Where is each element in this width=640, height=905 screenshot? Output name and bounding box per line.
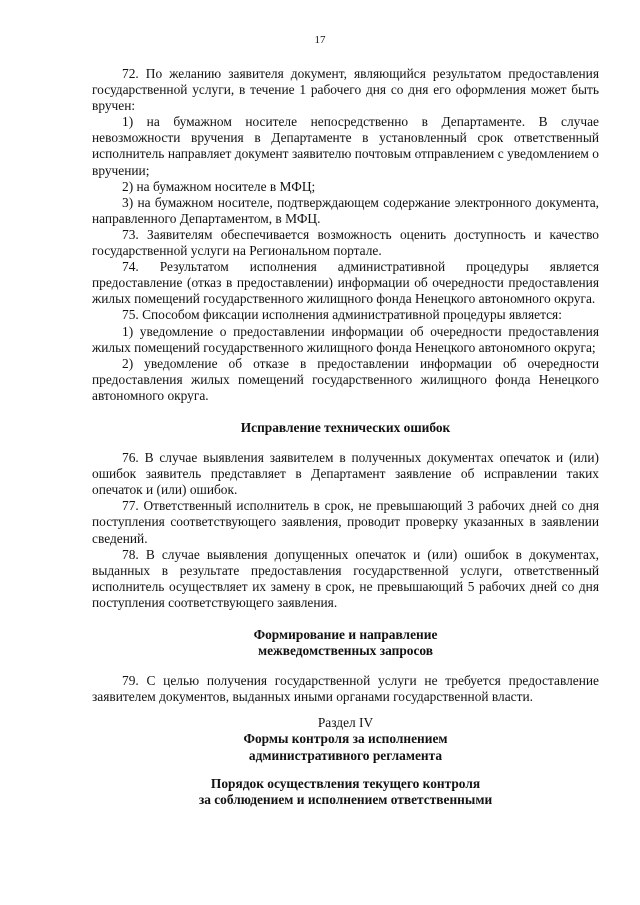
page-number: 17: [314, 34, 326, 46]
paragraph-72: 72. По желанию заявителя документ, являющийся результатом предоставления государственной услуги, в течение 1 рабочего дня со дня его оформления может быть вручен:: [92, 66, 599, 114]
paragraph-73: 73. Заявителям обеспечивается возможность оценить доступность и качество государственной услуги на Региональном портале.: [92, 226, 599, 259]
paragraph-75: 75. Способом фиксации исполнения административной процедуры является:: [122, 307, 562, 323]
paragraph-75-item-2: 2) уведомление об отказе в предоставлении информации об очередности предоставления жилых помещений государственного жилищного фонда Ненецкого автономного округа.: [92, 355, 599, 403]
paragraph-76: 76. В случае выявления заявителем в полученных документах опечаток и (или) ошибок заявитель представляет в Департамент заявление об исправлении таких опечаток и (или) ошибок.: [92, 450, 599, 498]
paragraph-75-item-1: 1) уведомление о предоставлении информации об очередности предоставления жилых помещений государственного жилищного фонда Ненецкого автономного округа;: [92, 323, 599, 355]
paragraph-78: 78. В случае выявления допущенных опечаток и (или) ошибок в документах, выданных в результате предоставления государственной услуги, ответственный исполнитель осуществляет их замену в срок, не превышающий 5 рабочих дней со дня поступления соответствующего заявления.: [92, 546, 599, 610]
heading-technical-errors: Исправление технических ошибок: [240, 419, 451, 435]
heading-interagency-line-2: межведомственных запросов: [257, 643, 434, 659]
heading-control-forms: [92, 731, 599, 763]
paragraph-72-item-3: 3) на бумажном носителе, подтверждающем содержание электронного документа, направленного Департаментом, в МФЦ.: [92, 194, 599, 226]
heading-interagency-requests: [92, 627, 599, 659]
heading-control-line-1: Формы контроля за исполнением: [243, 731, 448, 747]
paragraph-79: 79. С целью получения государственной услуги не требуется предоставление заявителем документов, выданных иными органами государственной власти.: [92, 673, 599, 705]
heading-current-control-line-1: Порядок осуществления текущего контроля: [210, 775, 481, 791]
paragraph-74: 74. Результатом исполнения административной процедуры является предоставление (отказ в предоставлении) информации об очередности предоставления жилых помещений государственного жилищного фонда Ненецкого автономного округа.: [92, 259, 599, 307]
document-body: [92, 66, 599, 808]
heading-current-control: [92, 776, 599, 808]
heading-current-control-line-2: за соблюдением и исполнением ответственными: [198, 791, 493, 807]
heading-control-line-2: административного регламента: [248, 747, 443, 763]
heading-interagency-line-1: Формирование и направление: [253, 627, 438, 642]
paragraph-72-item-2: 2) на бумажном носителе в МФЦ;: [122, 178, 316, 194]
section-label: Раздел IV: [317, 715, 374, 731]
paragraph-77: 77. Ответственный исполнитель в срок, не превышающий 3 рабочих дней со дня поступления соответствующего заявления, проводит проверку указанных в заявлении сведений.: [92, 498, 599, 546]
paragraph-72-item-1: 1) на бумажном носителе непосредственно в Департаменте. В случае невозможности вручения в Департаменте в установленный срок ответственный исполнитель направляет документ заявителю почтовым отправлением с уведомлением о вручении;: [92, 114, 599, 178]
